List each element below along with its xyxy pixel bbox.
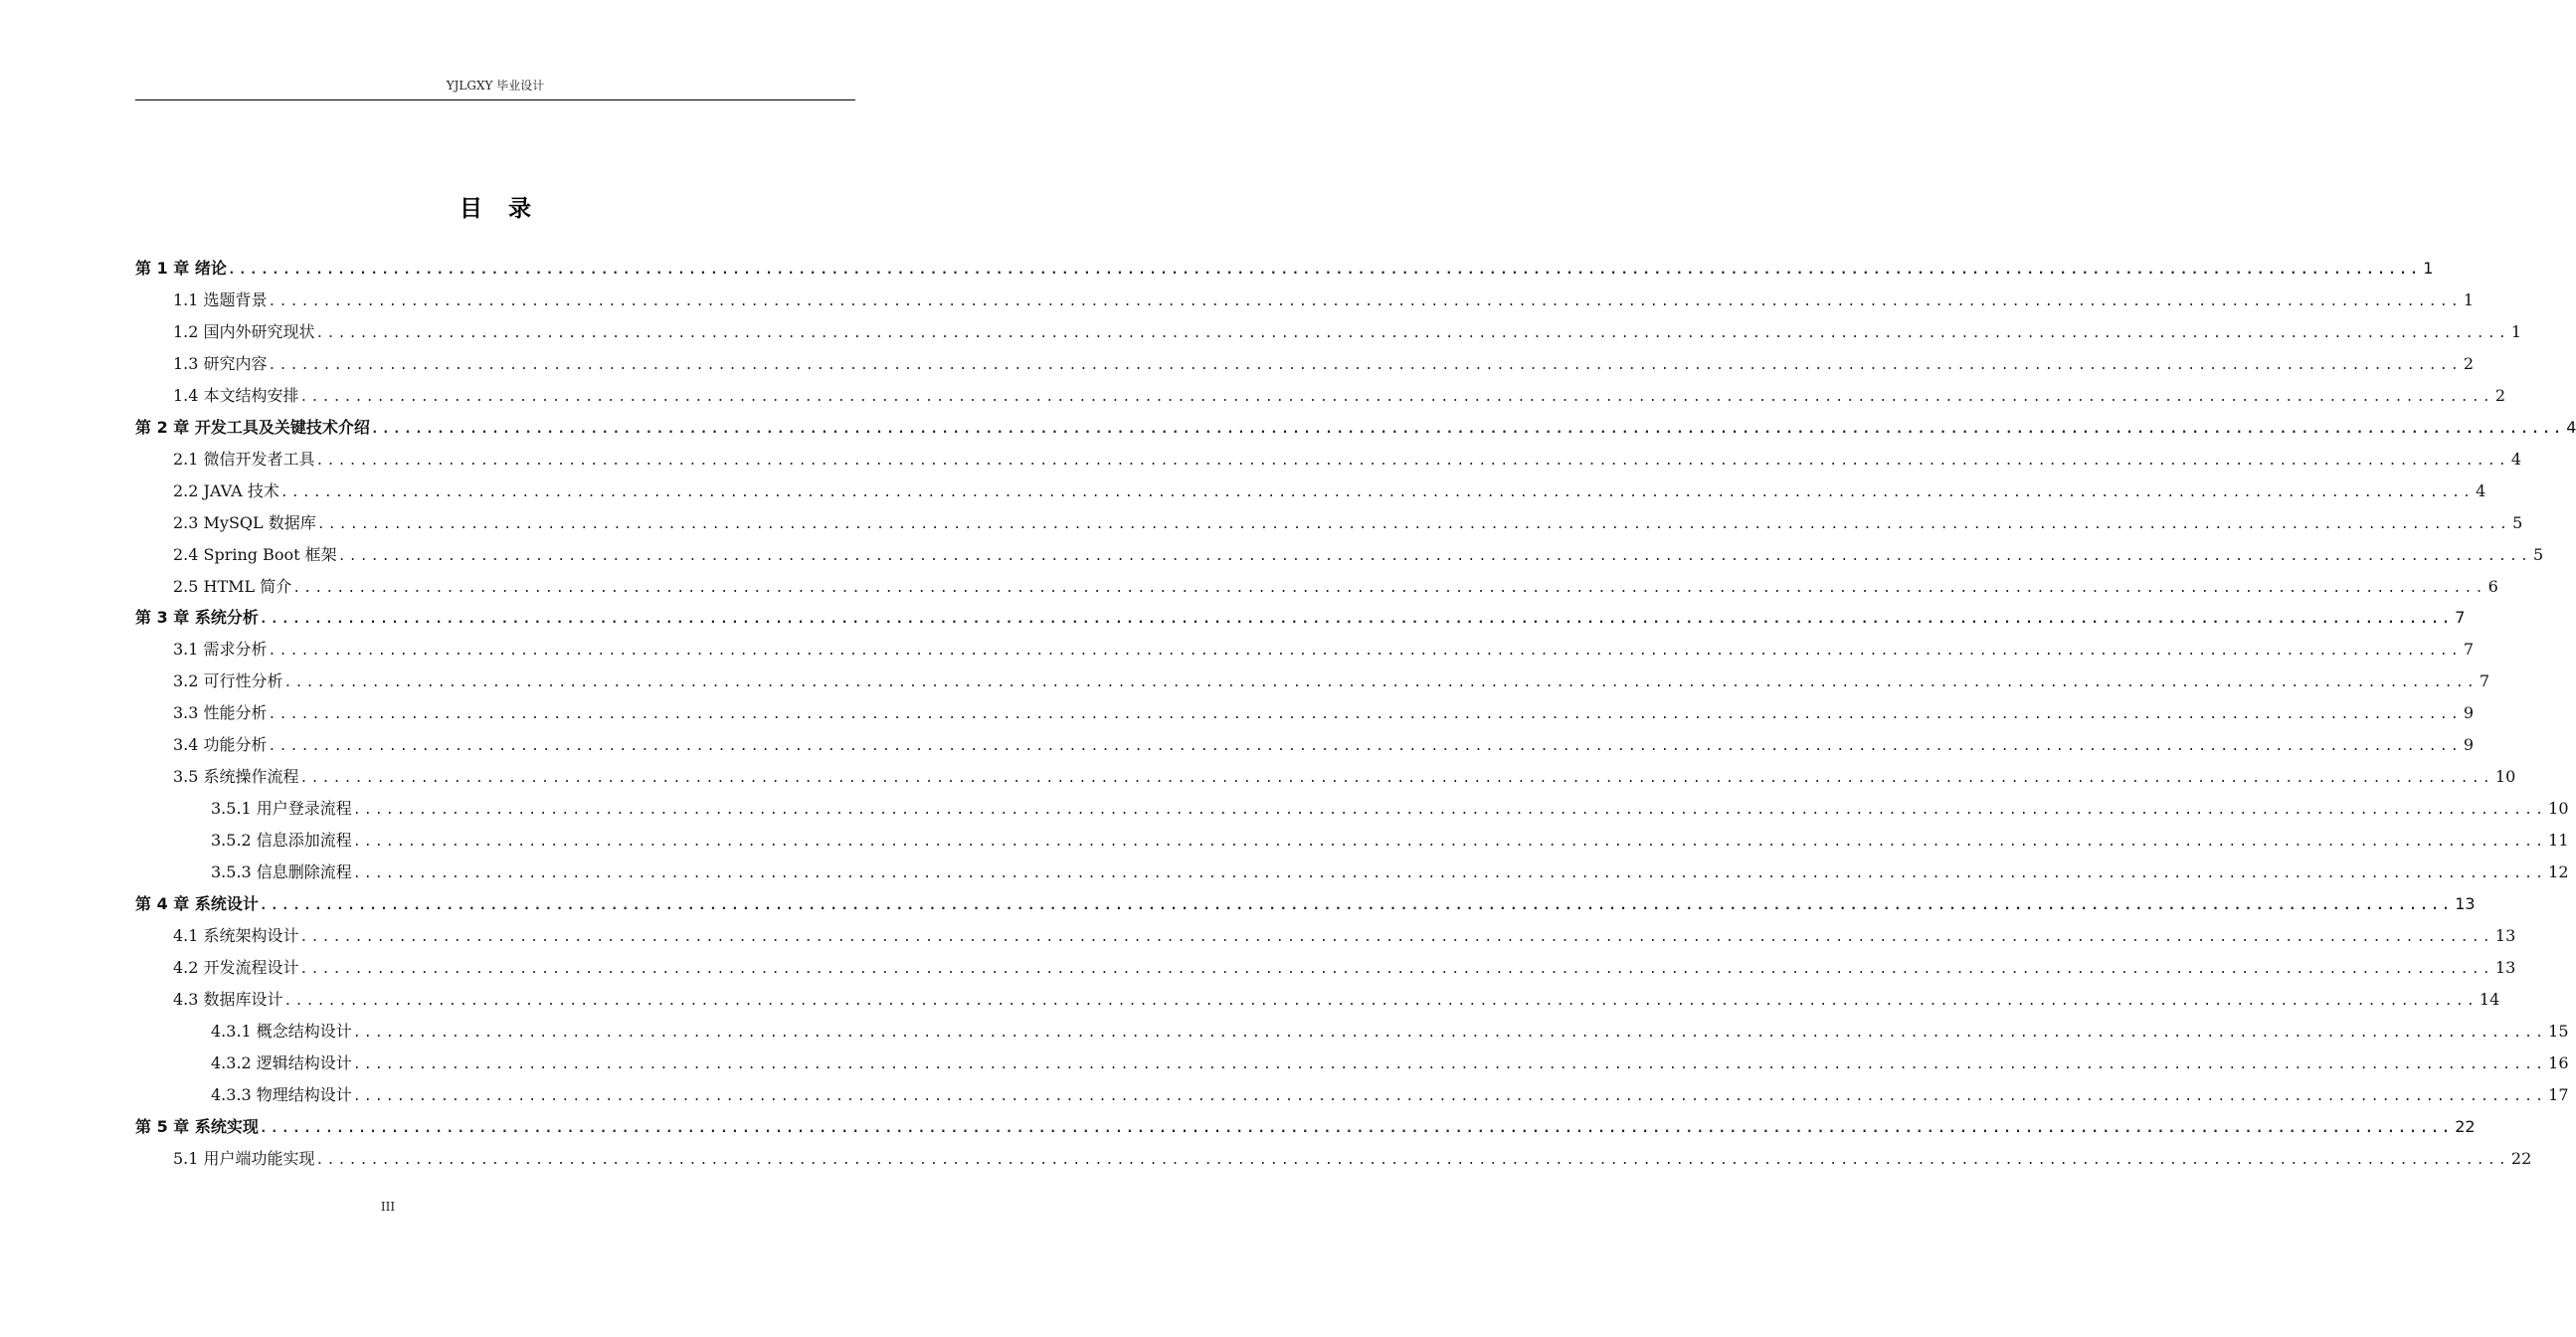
toc-entry[interactable]: [173, 478, 2486, 504]
toc-entry-page: 22: [2455, 1117, 2476, 1136]
toc-entry[interactable]: [135, 415, 2576, 441]
toc-entry-label: 3.4 功能分析: [173, 735, 268, 754]
toc-entry-label: 2.4 Spring Boot 框架: [173, 545, 337, 564]
toc-entry-label: 3.1 需求分析: [173, 640, 268, 659]
toc-entry[interactable]: [211, 1050, 2569, 1076]
toc-entry-label: 2.2 JAVA 技术: [173, 481, 279, 500]
toc-entry[interactable]: [135, 1114, 2476, 1140]
toc-leader-dots: ........................................................................................................................................................................................................: [315, 454, 2509, 469]
toc-entry-page: 5: [2512, 513, 2523, 532]
toc-entry-page: 5: [2533, 545, 2544, 564]
toc-entry-page: 9: [2463, 735, 2475, 754]
toc-entry-page: 13: [2494, 958, 2516, 977]
toc-entry[interactable]: [211, 796, 2569, 822]
toc-leader-dots: ........................................................................................................................................................................................................: [259, 612, 2454, 627]
header-rule: [135, 99, 855, 100]
toc-entry-label: 3.5.3 信息删除流程: [211, 862, 352, 881]
toc-entry-label: 3.3 性能分析: [173, 703, 268, 722]
toc-entry-page: 13: [2455, 894, 2476, 913]
toc-leader-dots: ........................................................................................................................................................................................................: [352, 803, 2547, 818]
toc-entry[interactable]: [173, 732, 2475, 758]
toc-entry-label: 第 3 章 系统分析: [135, 608, 259, 627]
toc-leader-dots: ........................................................................................................................................................................................................: [315, 326, 2509, 341]
toc-entry[interactable]: [173, 668, 2490, 694]
toc-title: 目录: [460, 196, 557, 222]
toc-entry[interactable]: [173, 923, 2516, 949]
toc-entry[interactable]: [173, 987, 2500, 1013]
toc-entry-label: 3.5.1 用户登录流程: [211, 799, 352, 818]
toc-entry-label: 第 2 章 开发工具及关键技术介绍: [135, 418, 370, 437]
toc-entry-page: 4: [2510, 450, 2522, 469]
toc-entry[interactable]: [211, 1019, 2569, 1045]
toc-entry-page: 7: [2479, 671, 2490, 690]
page-number: III: [380, 1200, 396, 1214]
toc-entry[interactable]: [173, 319, 2522, 345]
toc-entry-page: 1: [2463, 290, 2475, 309]
toc-entry-page: 7: [2455, 608, 2466, 627]
toc-leader-dots: ........................................................................................................................................................................................................: [299, 930, 2493, 945]
toc-leader-dots: ........................................................................................................................................................................................................: [259, 898, 2454, 913]
toc-entry[interactable]: [211, 828, 2569, 854]
toc-entry[interactable]: [211, 1082, 2569, 1108]
toc-entry-page: 13: [2494, 926, 2516, 945]
toc-entry[interactable]: [211, 860, 2569, 885]
toc-leader-dots: ........................................................................................................................................................................................................: [352, 1089, 2547, 1104]
toc-entry[interactable]: [173, 637, 2475, 663]
toc-entry-label: 第 5 章 系统实现: [135, 1117, 259, 1136]
toc-entry-page: 17: [2548, 1085, 2569, 1104]
toc-leader-dots: ........................................................................................................................................................................................................: [268, 707, 2462, 722]
toc-entry-page: 4: [2476, 481, 2486, 500]
toc-entry[interactable]: [135, 256, 2434, 282]
toc-leader-dots: ........................................................................................................................................................................................................: [315, 1153, 2509, 1168]
toc-entry-label: 2.3 MySQL 数据库: [173, 513, 316, 532]
toc-entry-page: 10: [2548, 799, 2569, 818]
toc-entry-label: 4.3.3 物理结构设计: [211, 1085, 352, 1104]
toc-leader-dots: ........................................................................................................................................................................................................: [352, 1026, 2547, 1041]
toc-leader-dots: ........................................................................................................................................................................................................: [268, 358, 2462, 373]
toc-entry-page: 2: [2494, 386, 2506, 405]
toc-entry[interactable]: [173, 383, 2506, 409]
toc-entry-page: 1: [2510, 322, 2522, 341]
toc-entry[interactable]: [135, 605, 2466, 631]
toc-entry-page: 1: [2423, 259, 2434, 278]
toc-leader-dots: ........................................................................................................................................................................................................: [279, 485, 2475, 500]
toc-entry[interactable]: [173, 542, 2544, 568]
toc-entry-label: 第 1 章 绪论: [135, 259, 227, 278]
toc-entry-label: 4.1 系统架构设计: [173, 926, 299, 945]
toc-leader-dots: ........................................................................................................................................................................................................: [352, 835, 2547, 850]
toc-entry[interactable]: [135, 891, 2476, 917]
toc-leader-dots: ........................................................................................................................................................................................................: [299, 962, 2493, 977]
toc-entry-label: 4.3 数据库设计: [173, 990, 283, 1009]
toc-entry-page: 2: [2463, 354, 2475, 373]
toc-entry-page: 22: [2510, 1149, 2532, 1168]
toc-entry-label: 1.2 国内外研究现状: [173, 322, 315, 341]
toc-leader-dots: ........................................................................................................................................................................................................: [352, 1057, 2547, 1072]
toc-entry-label: 1.3 研究内容: [173, 354, 268, 373]
toc-leader-dots: ........................................................................................................................................................................................................: [268, 739, 2462, 754]
toc-entry-label: 3.5 系统操作流程: [173, 767, 299, 786]
toc-entry-page: 9: [2463, 703, 2475, 722]
toc-entry[interactable]: [173, 700, 2475, 726]
toc-leader-dots: ........................................................................................................................................................................................................: [299, 771, 2493, 786]
toc-entry-label: 4.3.2 逻辑结构设计: [211, 1053, 352, 1072]
toc-leader-dots: ........................................................................................................................................................................................................: [292, 581, 2486, 596]
toc-entry[interactable]: [173, 351, 2475, 377]
toc-entry[interactable]: [173, 447, 2522, 473]
toc-entry[interactable]: [173, 510, 2523, 536]
toc-entry-label: 1.1 选题背景: [173, 290, 268, 309]
toc-entry-label: 3.2 可行性分析: [173, 671, 283, 690]
toc-entry-page: 4: [2566, 418, 2576, 437]
toc-entry-label: 第 4 章 系统设计: [135, 894, 259, 913]
toc-leader-dots: ........................................................................................................................................................................................................: [268, 294, 2462, 309]
toc-leader-dots: ........................................................................................................................................................................................................: [316, 517, 2511, 532]
toc-entry-label: 5.1 用户端功能实现: [173, 1149, 315, 1168]
toc-entry-label: 4.2 开发流程设计: [173, 958, 299, 977]
toc-leader-dots: ........................................................................................................................................................................................................: [283, 675, 2478, 690]
toc-entry-page: 14: [2479, 990, 2500, 1009]
toc-entry-label: 1.4 本文结构安排: [173, 386, 299, 405]
toc-entry-page: 15: [2548, 1022, 2569, 1041]
toc-entry[interactable]: [173, 1146, 2532, 1172]
toc-entry-page: 7: [2463, 640, 2475, 659]
toc-entry-page: 16: [2548, 1053, 2569, 1072]
toc-entry[interactable]: [173, 574, 2498, 600]
toc-entry-label: 3.5.2 信息添加流程: [211, 831, 352, 850]
toc-leader-dots: ........................................................................................................................................................................................................: [337, 549, 2532, 564]
toc-leader-dots: ........................................................................................................................................................................................................: [259, 1121, 2454, 1136]
toc-leader-dots: ........................................................................................................................................................................................................: [352, 866, 2547, 881]
toc-leader-dots: ........................................................................................................................................................................................................: [268, 644, 2462, 659]
toc-entry-page: 11: [2548, 831, 2569, 850]
toc-leader-dots: ........................................................................................................................................................................................................: [370, 422, 2565, 437]
toc-entry-label: 4.3.1 概念结构设计: [211, 1022, 352, 1041]
toc-entry[interactable]: [173, 764, 2516, 790]
toc-entry-page: 6: [2487, 577, 2498, 596]
toc-leader-dots: ........................................................................................................................................................................................................: [283, 994, 2478, 1009]
running-header: YJLGXY 毕业设计: [446, 79, 545, 93]
toc-leader-dots: ........................................................................................................................................................................................................: [299, 390, 2493, 405]
toc-entry-page: 10: [2494, 767, 2516, 786]
toc-leader-dots: ........................................................................................................................................................................................................: [227, 263, 2422, 278]
toc-entry[interactable]: [173, 287, 2475, 313]
toc-entry-page: 12: [2548, 862, 2569, 881]
toc-entry-label: 2.1 微信开发者工具: [173, 450, 315, 469]
toc-entry-label: 2.5 HTML 简介: [173, 577, 292, 596]
toc-entry[interactable]: [173, 955, 2516, 981]
